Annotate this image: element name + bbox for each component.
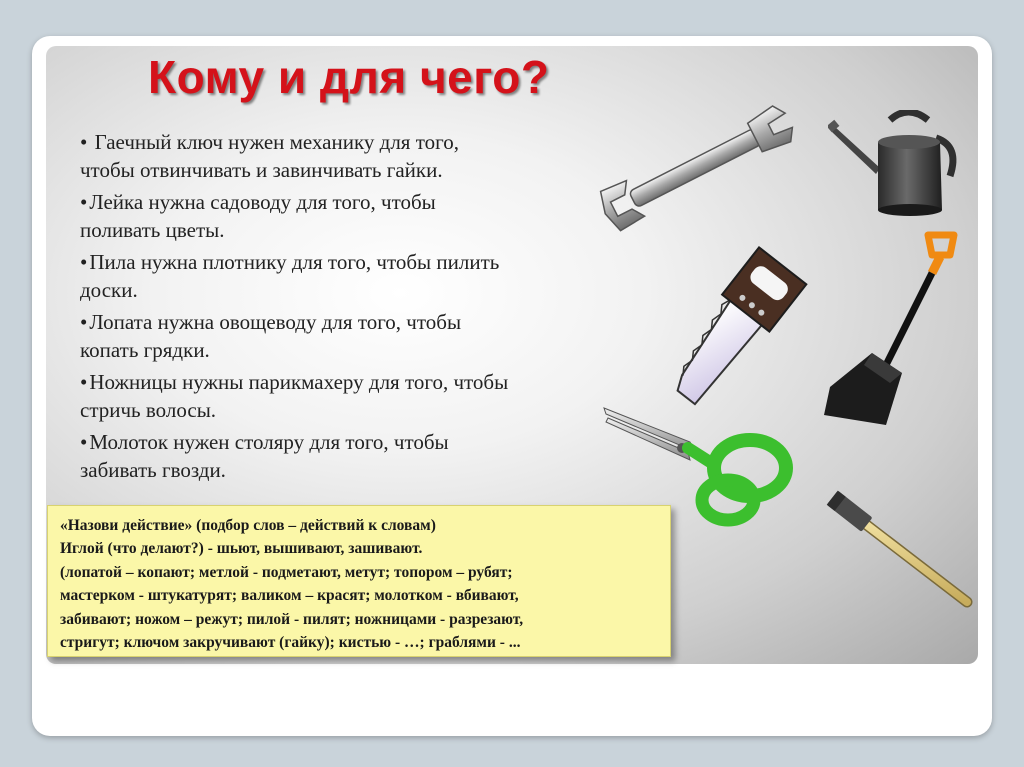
hammer-icon [825, 488, 975, 613]
note-line: «Назови действие» (подбор слов – действий к словам) [60, 517, 436, 534]
bullet-item: •Лейка нужна садоводу для того, чтобы поливать цветы. [80, 190, 436, 242]
slide-title: Кому и для чего? [148, 51, 550, 103]
bullet-item: •Молоток нужен столяру для того, чтобы забивать гвозди. [80, 430, 449, 482]
note-line: Иглой (что делают?) - шьют, вышивают, зашивают. [60, 540, 423, 558]
scissors-icon [600, 400, 800, 530]
note-line: забивают; ножом – режут; пилой - пилят; ножницами - разрезают, [60, 610, 524, 628]
note-line: мастерком - штукатурят; валиком – красят; молотком - вбивают, [60, 587, 519, 605]
bullet-item: •Ножницы нужны парикмахеру для того, чтобы стричь волосы. [80, 370, 509, 422]
bullet-item: •Лопата нужна овощеводу для того, чтобы копать грядки. [80, 310, 462, 362]
bullet-item: •Пила нужна плотнику для того, чтобы пилить доски. [80, 250, 500, 302]
note-line: (лопатой – копают; метлой - подметают, метут; топором – рубят; [60, 563, 513, 581]
note-line: стригут; ключом закручивают (гайку); кистью - …; граблями - ... [60, 634, 521, 652]
wrench-icon [590, 95, 805, 240]
bullet-list [80, 128, 620, 488]
watering-can-icon [828, 110, 963, 220]
saw-icon [650, 245, 810, 415]
bullet-item: • Гаечный ключ нужен механику для того, чтобы отвинчивать и завинчивать гайки. [80, 130, 459, 182]
shovel-icon [820, 225, 965, 430]
task-note [47, 505, 671, 657]
